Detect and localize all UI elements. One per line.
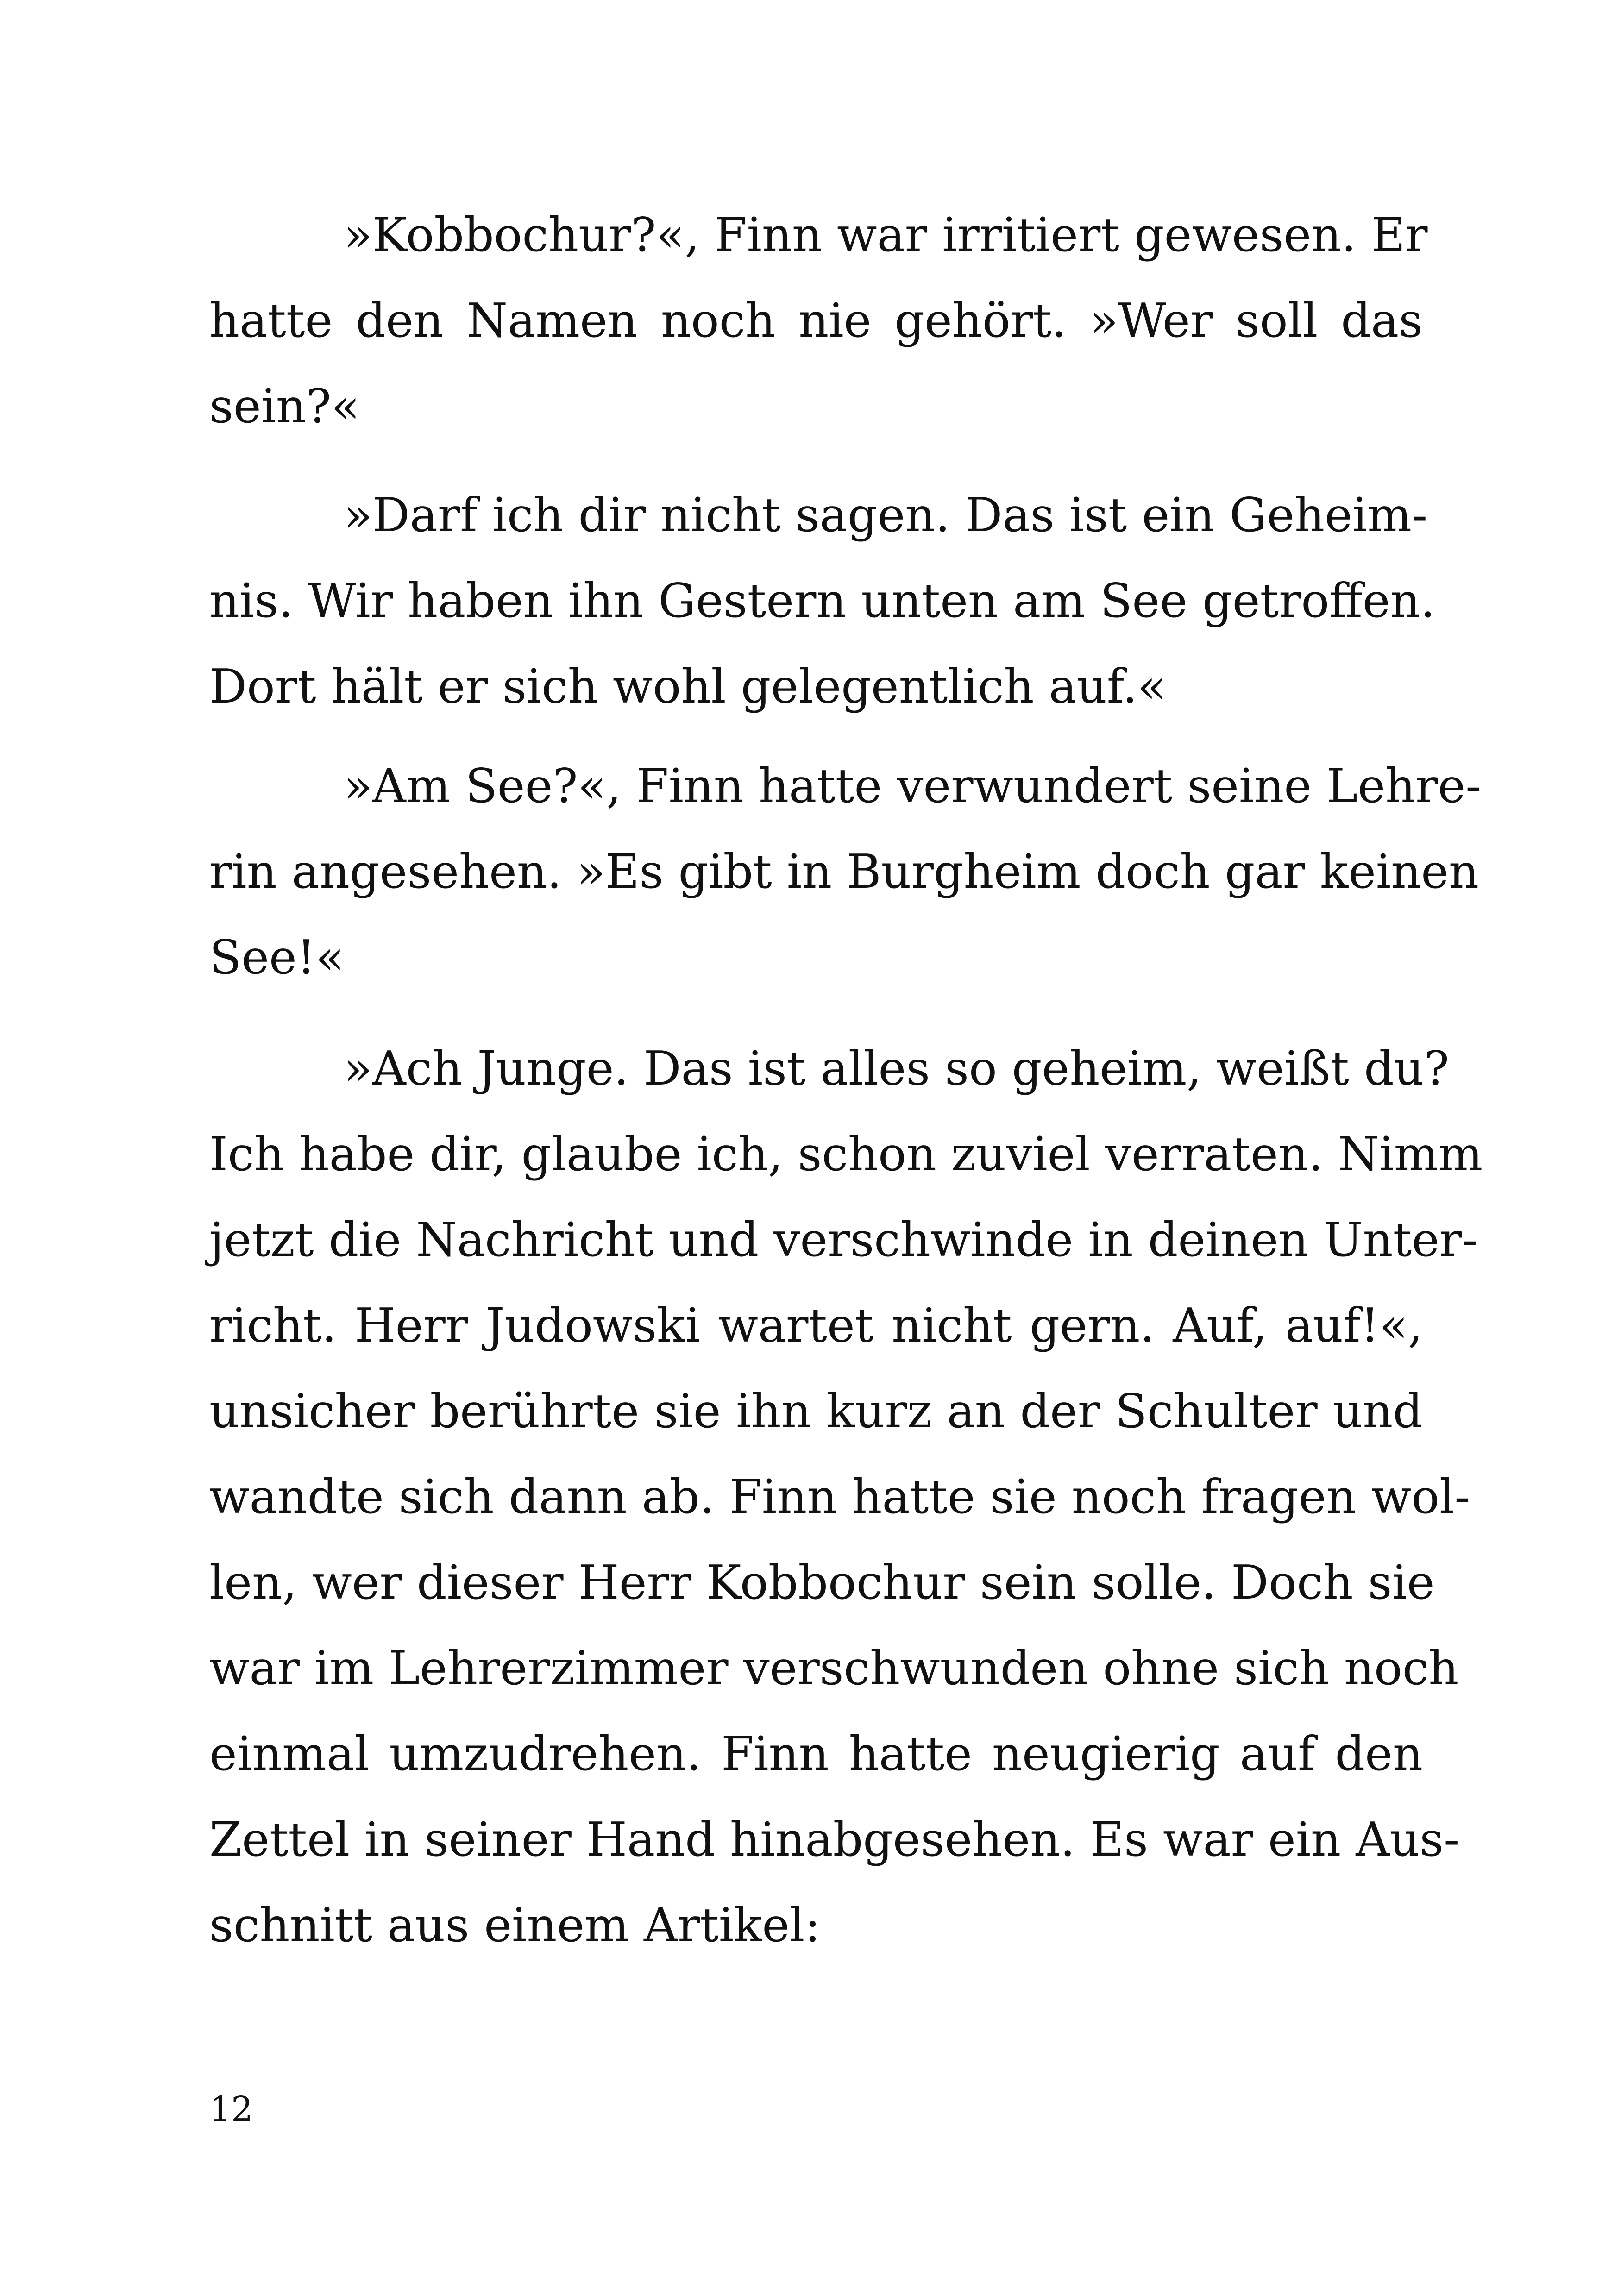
paragraph-1-line-1: »Kobbochur?«, Finn war irritiert gewesen. Er xyxy=(344,207,1428,262)
page-number: 12 xyxy=(209,2089,253,2129)
paragraph-4-line-3: jetzt die Nachricht und verschwinde in deinen Unter- xyxy=(209,1212,1478,1267)
paragraph-3 xyxy=(209,743,1482,1000)
paragraph-3-line-3: See!« xyxy=(209,930,345,985)
paragraph-2-line-1: »Darf ich dir nicht sagen. Das ist ein Geheim- xyxy=(344,488,1428,542)
paragraph-4-line-1: »Ach Junge. Das ist alles so geheim, weißt du? xyxy=(344,1041,1449,1096)
paragraph-4-line-6: wandte sich dann ab. Finn hatte sie noch fragen wol- xyxy=(209,1469,1470,1524)
paragraph-2-line-3: Dort hält er sich wohl gelegentlich auf.« xyxy=(209,659,1166,714)
paragraph-1-line-3: sein?« xyxy=(209,379,360,433)
paragraph-4-line-9: einmal umzudrehen. Finn hatte neugierig auf den xyxy=(209,1726,1423,1781)
paragraph-2 xyxy=(209,472,1435,729)
paragraph-1-line-2: hatte den Namen noch nie gehört. »Wer soll das xyxy=(209,293,1423,348)
paragraph-3-line-2: rin angesehen. »Es gibt in Burgheim doch gar keinen xyxy=(209,844,1479,899)
paragraph-4-line-5: unsicher berührte sie ihn kurz an der Schulter und xyxy=(209,1384,1423,1438)
paragraph-2-line-2: nis. Wir haben ihn Gestern unten am See getroffen. xyxy=(209,573,1435,628)
paragraph-1 xyxy=(209,192,1428,449)
paragraph-4-line-10: Zettel in seiner Hand hinabgesehen. Es war ein Aus- xyxy=(209,1812,1460,1867)
paragraph-4-line-11: schnitt aus einem Artikel: xyxy=(209,1898,821,1952)
paragraph-4-line-7: len, wer dieser Herr Kobbochur sein solle. Doch sie xyxy=(209,1555,1435,1610)
paragraph-4-line-4: richt. Herr Judowski wartet nicht gern. Auf, auf!«, xyxy=(209,1298,1423,1353)
paragraph-4-line-2: Ich habe dir, glaube ich, schon zuviel verraten. Nimm xyxy=(209,1127,1483,1181)
paragraph-4 xyxy=(209,1026,1483,1968)
paragraph-4-line-8: war im Lehrerzimmer verschwunden ohne sich noch xyxy=(209,1641,1459,1695)
paragraph-3-line-1: »Am See?«, Finn hatte verwundert seine Lehre- xyxy=(344,759,1482,813)
